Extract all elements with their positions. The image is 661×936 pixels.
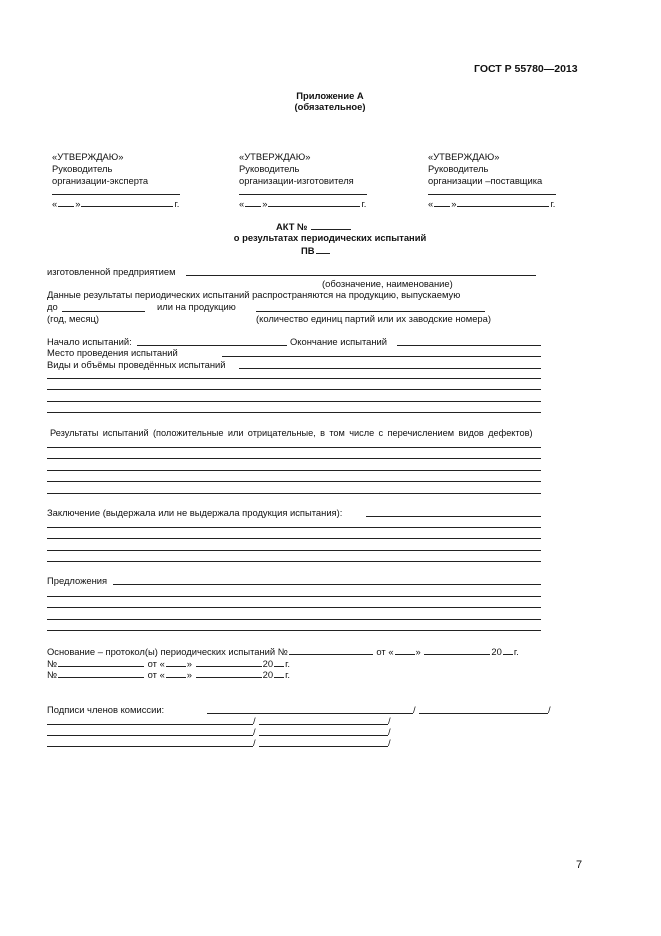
protocol-number-field[interactable] xyxy=(58,657,144,667)
pv-heading xyxy=(301,244,331,256)
slash: / xyxy=(388,715,391,726)
approval-org: организации-изготовителя xyxy=(239,175,354,186)
slash: / xyxy=(548,704,551,715)
slash: / xyxy=(253,715,256,726)
place-label: Место проведения испытаний xyxy=(47,347,178,358)
year-field[interactable] xyxy=(274,668,284,678)
year-month-hint: (год, месяц) xyxy=(47,313,99,324)
quantity-hint: (количество единиц партий или их заводские номера) xyxy=(256,313,491,324)
conclusion-line[interactable] xyxy=(47,527,541,528)
month-field[interactable] xyxy=(196,657,262,667)
name-field[interactable] xyxy=(259,746,388,747)
start-field[interactable] xyxy=(137,345,287,346)
until-label: до xyxy=(47,301,58,312)
approval-stamp: «УТВЕРЖДАЮ» xyxy=(52,151,124,162)
slash: / xyxy=(388,726,391,737)
conclusion-line[interactable] xyxy=(47,561,541,562)
no-label: № xyxy=(47,658,58,669)
approval-org: организации-эксперта xyxy=(52,175,149,186)
date-mid: » xyxy=(451,198,457,209)
place-field[interactable] xyxy=(222,356,541,357)
day-field[interactable] xyxy=(58,197,74,207)
signature-field[interactable] xyxy=(47,724,253,725)
year-suffix: г. xyxy=(285,669,290,680)
or-product-label: или на продукцию xyxy=(157,301,236,312)
scope-text: Данные результаты периодических испытаний распространяются на продукцию, выпускаемую xyxy=(47,289,461,300)
signature-line[interactable] xyxy=(428,194,556,195)
from-label: от « xyxy=(147,669,165,680)
date-mid: » xyxy=(75,198,81,209)
end-label: Окончание испытаний xyxy=(290,336,388,347)
act-number-label: АКТ № xyxy=(276,221,308,232)
month-field[interactable] xyxy=(196,668,262,678)
act-subtitle: о результатах периодических испытаний xyxy=(233,232,427,243)
types-label: Виды и объёмы проведённых испытаний xyxy=(47,359,226,370)
basis-label: Основание – протокол(ы) периодических испытаний № xyxy=(47,646,288,657)
day-field[interactable] xyxy=(245,197,261,207)
manufactured-label: изготовленной предприятием xyxy=(47,266,176,277)
slash: / xyxy=(388,737,391,748)
day-field[interactable] xyxy=(166,657,186,667)
day-field[interactable] xyxy=(166,668,186,678)
signature-field[interactable] xyxy=(47,746,253,747)
proposals-line[interactable] xyxy=(47,630,541,631)
pv-field[interactable] xyxy=(316,244,330,254)
year-suffix: г. xyxy=(550,198,556,209)
day-field[interactable] xyxy=(434,197,450,207)
until-date-field[interactable] xyxy=(62,311,145,312)
year-field[interactable] xyxy=(274,657,284,667)
conclusion-line[interactable] xyxy=(47,550,541,551)
approval-date xyxy=(428,197,555,209)
signature-field[interactable] xyxy=(207,713,413,714)
conclusion-label: Заключение (выдержала или не выдержала продукция испытания): xyxy=(47,507,343,518)
end-field[interactable] xyxy=(397,345,541,346)
year-20: 20 xyxy=(262,658,274,669)
year-20: 20 xyxy=(262,669,274,680)
year-20: 20 xyxy=(491,646,502,657)
results-line[interactable] xyxy=(47,447,541,448)
protocol-number-field[interactable] xyxy=(58,668,144,678)
product-quantity-field[interactable] xyxy=(256,311,485,312)
types-line[interactable] xyxy=(47,401,541,402)
start-label: Начало испытаний: xyxy=(47,336,132,347)
from-label: от « xyxy=(147,658,165,669)
day-field[interactable] xyxy=(395,645,415,655)
quote-close: » xyxy=(415,646,421,657)
proposals-label: Предложения xyxy=(47,575,108,586)
pv-label: ПВ xyxy=(301,245,315,256)
conclusion-line[interactable] xyxy=(47,538,541,539)
basis-row xyxy=(47,645,519,657)
quote-close: » xyxy=(186,669,193,680)
month-field[interactable] xyxy=(424,645,490,655)
act-number-heading xyxy=(276,220,352,232)
signature-field[interactable] xyxy=(47,735,253,736)
approval-date xyxy=(239,197,366,209)
signature-line[interactable] xyxy=(239,194,367,195)
conclusion-field[interactable] xyxy=(366,516,541,517)
slash: / xyxy=(253,737,256,748)
month-field[interactable] xyxy=(268,197,360,207)
protocol-number-field[interactable] xyxy=(289,645,373,655)
proposals-line[interactable] xyxy=(47,596,541,597)
no-label: № xyxy=(47,669,58,680)
approval-org: организации –поставщика xyxy=(428,175,543,186)
appendix-title: Приложение А xyxy=(296,90,364,101)
appendix-status: (обязательное) xyxy=(294,101,366,112)
date-open: « xyxy=(52,198,58,209)
results-line[interactable] xyxy=(47,458,541,459)
types-line[interactable] xyxy=(47,412,541,413)
approval-role: Руководитель xyxy=(239,163,300,174)
signature-line[interactable] xyxy=(52,194,180,195)
results-line[interactable] xyxy=(47,470,541,471)
slash: / xyxy=(253,726,256,737)
year-suffix: г. xyxy=(285,658,290,669)
types-line[interactable] xyxy=(47,378,541,379)
proposals-line[interactable] xyxy=(47,607,541,608)
date-open: « xyxy=(239,198,245,209)
approval-stamp: «УТВЕРЖДАЮ» xyxy=(239,151,311,162)
types-field[interactable] xyxy=(239,368,541,369)
manufacturer-field[interactable] xyxy=(186,275,536,276)
signatures-label: Подписи членов комиссии: xyxy=(47,704,165,715)
name-field[interactable] xyxy=(259,735,388,736)
types-line[interactable] xyxy=(47,389,541,390)
month-field[interactable] xyxy=(81,197,173,207)
year-suffix: г. xyxy=(361,198,367,209)
slash: / xyxy=(413,704,416,715)
results-line[interactable] xyxy=(47,493,541,494)
proposals-field[interactable] xyxy=(113,584,541,585)
approval-role: Руководитель xyxy=(428,163,489,174)
approval-stamp: «УТВЕРЖДАЮ» xyxy=(428,151,500,162)
year-field[interactable] xyxy=(503,645,513,655)
results-label: Результаты испытаний (положительные или отрицательные, в том числе с перечислением видов дефектов) xyxy=(50,428,533,438)
results-line[interactable] xyxy=(47,481,541,482)
standard-code: ГОСТ Р 55780—2013 xyxy=(474,63,578,75)
date-open: « xyxy=(428,198,434,209)
act-number-field[interactable] xyxy=(311,220,351,230)
protocol-row xyxy=(47,668,290,680)
quote-close: » xyxy=(186,658,193,669)
date-mid: » xyxy=(262,198,268,209)
year-suffix: г. xyxy=(513,646,519,657)
page-number: 7 xyxy=(576,859,583,871)
proposals-line[interactable] xyxy=(47,619,541,620)
approval-role: Руководитель xyxy=(52,163,113,174)
name-field[interactable] xyxy=(419,713,548,714)
designation-hint: (обозначение, наименование) xyxy=(322,278,453,289)
from-label: от « xyxy=(376,646,394,657)
month-field[interactable] xyxy=(457,197,549,207)
approval-date xyxy=(52,197,179,209)
name-field[interactable] xyxy=(259,724,388,725)
year-suffix: г. xyxy=(174,198,180,209)
